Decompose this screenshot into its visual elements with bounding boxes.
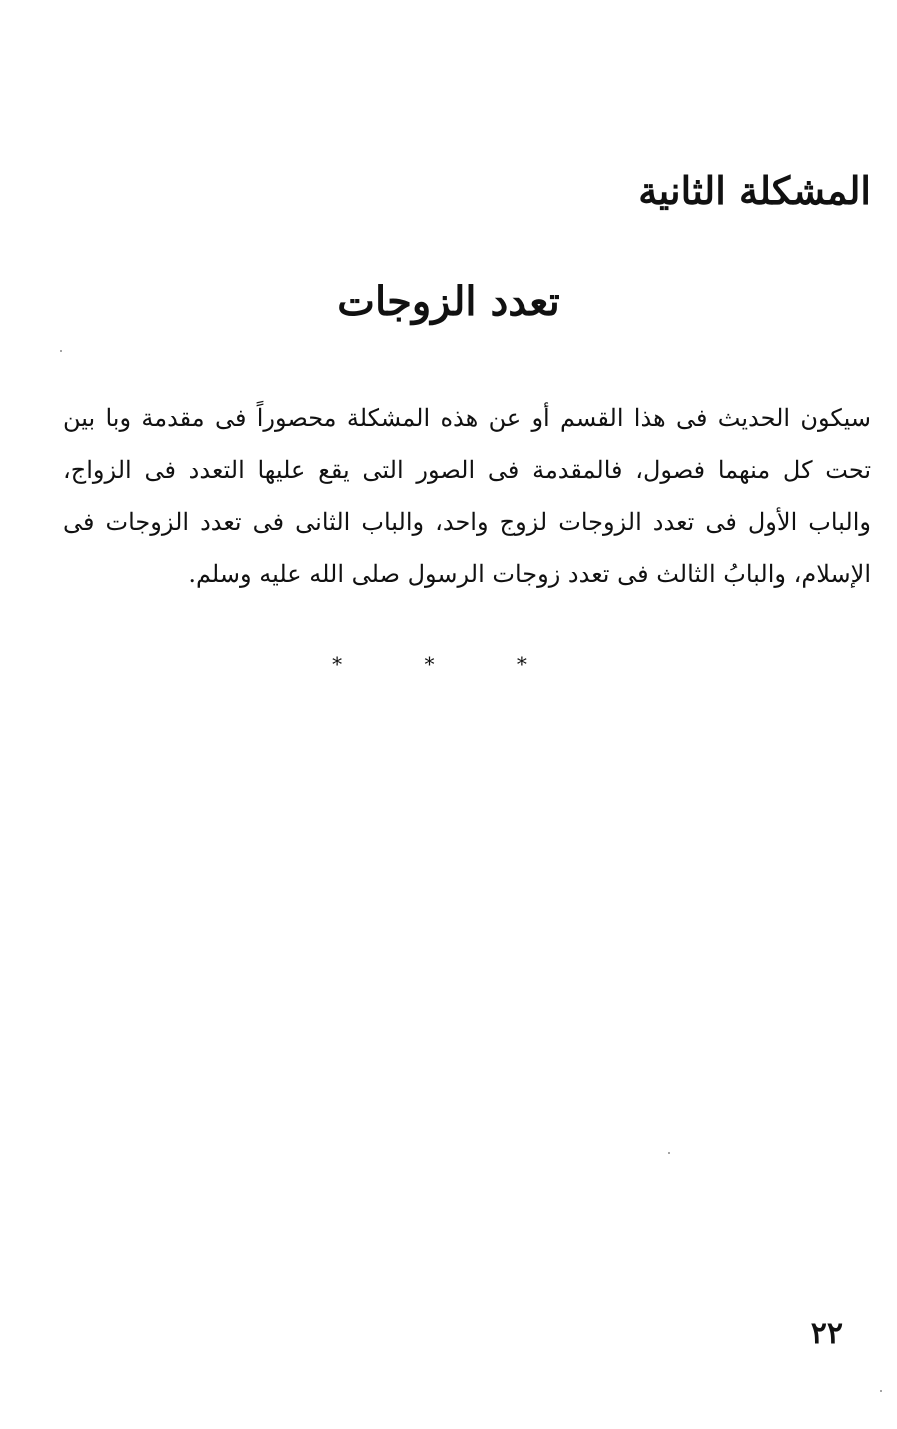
page-number: ٢٢: [810, 1316, 843, 1351]
section-separator: * * *: [332, 652, 565, 676]
chapter-title: تعدد الزوجات: [337, 278, 560, 325]
scan-speck: [880, 1390, 882, 1392]
scan-speck: [60, 350, 62, 352]
part-title: المشكلة الثانية: [638, 168, 871, 213]
body-paragraph: سيكون الحديث فى هذا القسم أو عن هذه المشكلة محصوراً فى مقدمة وبا بين تحت كل منهما فصول، فالمقدمة فى الصور التى يقع عليها التعدد فى الزواج، والباب الأول فى تعدد الزوجات لزوج واحد، والباب الثانى فى تعدد الزوجات فى الإسلام، والبابُ الثالث فى تعدد زوجات الرسول صلى الله عليه وسلم.: [63, 404, 871, 588]
scan-speck: [668, 1152, 670, 1154]
